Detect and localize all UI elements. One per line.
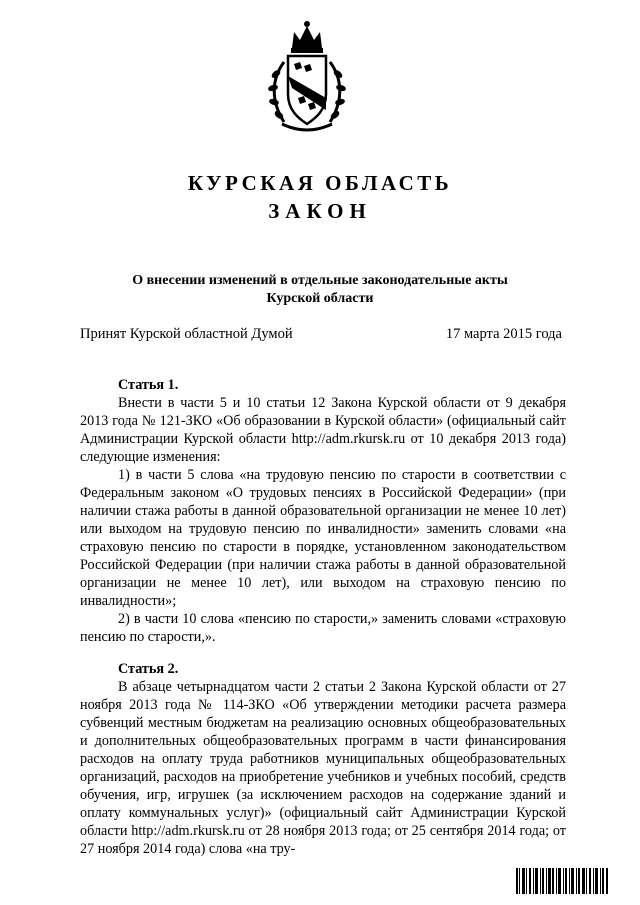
adoption-date: 17 марта 2015 года — [445, 326, 562, 342]
law-subject-line: Курской области — [266, 291, 374, 306]
article-gap — [80, 646, 566, 660]
article-title: Статья 2. — [118, 661, 179, 677]
article-paragraph: 2) в части 10 слова «пенсию по старости,» заменить словами «страховую пенсию по старости,». — [80, 611, 566, 645]
article-title: Статья 1. — [118, 377, 179, 393]
article-paragraph: В абзаце четырнадцатом части 2 статьи 2 Закона Курской области от 27 ноября 2013 года № 114-ЗКО «Об утверждении методики расчета размера субвенций местным бюджетам на реализацию основных общеобразовательных и дополнительных общеобразовательных программ в части финансирования расходов на оплату труда работников муниципальных общеобразовательных организаций, расходов на приобретение учебников и учебных пособий, средств обучения, игр, игрушек (за исключением расходов на содержание зданий и оплату коммунальных услуг)» (официальный сайт Администрации Курской области http://adm.rkursk.ru от 28 ноября 2013 года; от 25 сентября 2014 года; от 27 ноября 2014 года) слова «на тру- — [80, 679, 566, 857]
law-subject-line: О внесении изменений в отдельные законодательные акты — [132, 273, 508, 288]
coat-of-arms-icon — [262, 18, 352, 138]
law-body — [80, 376, 566, 858]
document-type-title: ЗАКОН — [268, 199, 372, 223]
region-title: КУРСКАЯ ОБЛАСТЬ — [187, 171, 453, 195]
article — [80, 376, 566, 646]
article-paragraph: 1) в части 5 слова «на трудовую пенсию по старости в соответствии с Федеральным законом «О трудовых пенсиях в Российской Федерации» (при наличии стажа работы в данной образовательной организации не менее 10 лет) или выходом на трудовую пенсию по инвалидности» заменить словами «на страховую пенсию по старости в порядке, установленном законодательством Российской Федерации (при наличии стажа работы в данной образовательной организации не менее 10 лет), или выходом на страховую пенсию по инвалидности»; — [80, 467, 566, 609]
adopted-by: Принят Курской областной Думой — [80, 326, 293, 342]
barcode-icon — [516, 868, 608, 894]
article — [80, 660, 566, 858]
article-paragraph: Внести в части 5 и 10 статьи 12 Закона Курской области от 9 декабря 2013 года № 121-ЗКО «Об образовании в Курской области» (официальный сайт Администрации Курской области http://adm.rkursk.ru от 10 декабря 2013 года) следующие изменения: — [80, 395, 566, 465]
law-subject — [110, 272, 530, 308]
